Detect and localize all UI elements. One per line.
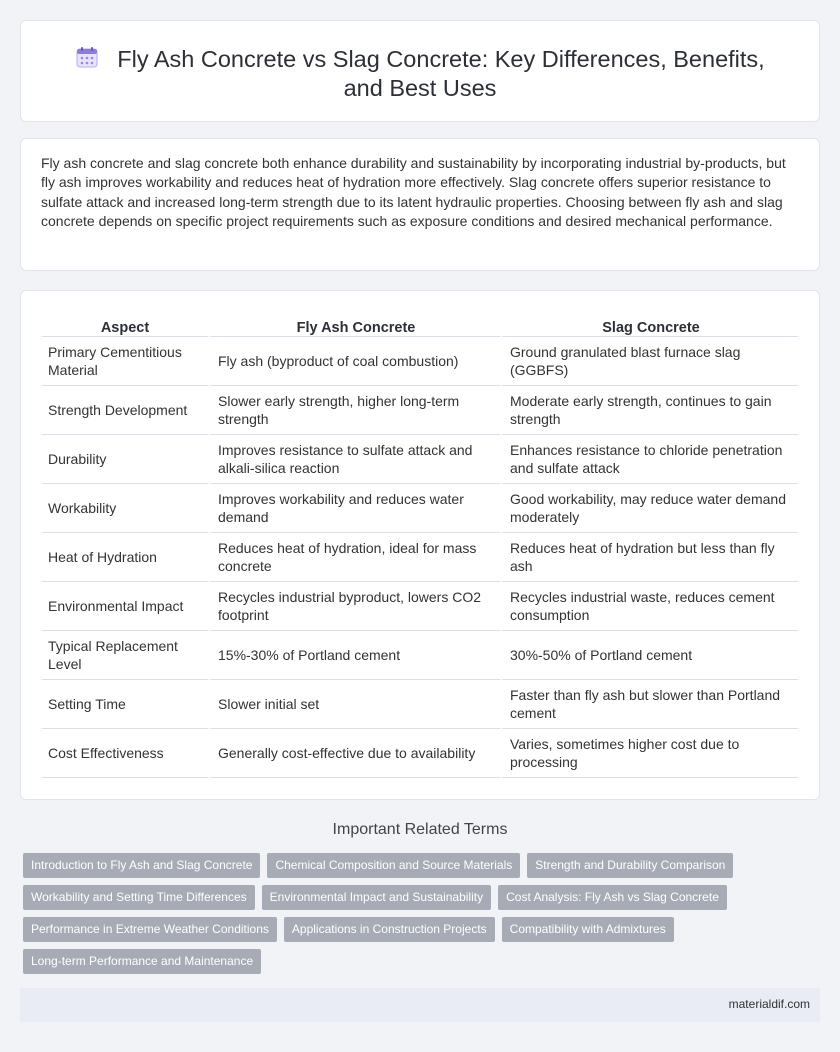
fly-ash-cell: Improves workability and reduces water demand bbox=[208, 484, 500, 533]
related-terms-heading: Important Related Terms bbox=[332, 821, 508, 838]
table-row bbox=[42, 435, 798, 484]
fly-ash-cell: Improves resistance to sulfate attack and alkali-silica reaction bbox=[208, 435, 500, 484]
aspect-cell: Durability bbox=[42, 435, 208, 484]
aspect-cell: Strength Development bbox=[42, 386, 208, 435]
slag-cell: Faster than fly ash but slower than Portland cement bbox=[500, 680, 798, 729]
header-aspect: Aspect bbox=[42, 315, 208, 337]
comparison-table-card bbox=[20, 290, 820, 800]
calendar-icon bbox=[75, 45, 99, 69]
fly-ash-cell: Generally cost-effective due to availability bbox=[208, 729, 500, 778]
table-header-row bbox=[42, 315, 798, 337]
table-row bbox=[42, 680, 798, 729]
table-row bbox=[42, 729, 798, 778]
related-tag[interactable]: Environmental Impact and Sustainability bbox=[262, 885, 491, 910]
fly-ash-cell: 15%-30% of Portland cement bbox=[208, 631, 500, 680]
related-terms-tags bbox=[23, 853, 823, 981]
aspect-cell: Typical Replacement Level bbox=[42, 631, 208, 680]
fly-ash-cell: Recycles industrial byproduct, lowers CO2 footprint bbox=[208, 582, 500, 631]
header-fly-ash: Fly Ash Concrete bbox=[208, 315, 500, 337]
aspect-cell: Environmental Impact bbox=[42, 582, 208, 631]
footer-site-link[interactable]: materialdif.com bbox=[728, 997, 810, 1011]
related-tag[interactable]: Compatibility with Admixtures bbox=[502, 917, 674, 942]
related-tag[interactable]: Workability and Setting Time Differences bbox=[23, 885, 255, 910]
table-row bbox=[42, 631, 798, 680]
related-tag[interactable]: Introduction to Fly Ash and Slag Concrete bbox=[23, 853, 260, 878]
aspect-cell: Heat of Hydration bbox=[42, 533, 208, 582]
slag-cell: Ground granulated blast furnace slag (GGBFS) bbox=[500, 337, 798, 386]
fly-ash-cell: Slower early strength, higher long-term strength bbox=[208, 386, 500, 435]
header-slag: Slag Concrete bbox=[500, 315, 798, 337]
fly-ash-cell: Reduces heat of hydration, ideal for mass concrete bbox=[208, 533, 500, 582]
aspect-cell: Cost Effectiveness bbox=[42, 729, 208, 778]
table-row bbox=[42, 484, 798, 533]
table-row bbox=[42, 386, 798, 435]
aspect-cell: Setting Time bbox=[42, 680, 208, 729]
related-tag[interactable]: Cost Analysis: Fly Ash vs Slag Concrete bbox=[498, 885, 727, 910]
fly-ash-cell: Slower initial set bbox=[208, 680, 500, 729]
slag-cell: Good workability, may reduce water demand moderately bbox=[500, 484, 798, 533]
table-row bbox=[42, 533, 798, 582]
related-tag[interactable]: Long-term Performance and Maintenance bbox=[23, 949, 261, 974]
table-row bbox=[42, 582, 798, 631]
related-tag[interactable]: Performance in Extreme Weather Conditions bbox=[23, 917, 277, 942]
footer bbox=[20, 988, 820, 1022]
slag-cell: Varies, sometimes higher cost due to processing bbox=[500, 729, 798, 778]
slag-cell: Moderate early strength, continues to gain strength bbox=[500, 386, 798, 435]
table-row bbox=[42, 337, 798, 386]
aspect-cell: Primary Cementitious Material bbox=[42, 337, 208, 386]
related-tag[interactable]: Strength and Durability Comparison bbox=[527, 853, 733, 878]
slag-cell: Reduces heat of hydration but less than fly ash bbox=[500, 533, 798, 582]
fly-ash-cell: Fly ash (byproduct of coal combustion) bbox=[208, 337, 500, 386]
header-card bbox=[20, 20, 820, 122]
intro-paragraph: Fly ash concrete and slag concrete both enhance durability and sustainability by incorporating industrial by-products, but fly ash improves workability and reduces heat of hydration more effectively. Slag concrete offers superior resistance to sulfate attack and increased long-term strength due to its latent hydraulic properties. Choosing between fly ash and slag concrete depends on specific project requirements such as exposure conditions and desired mechanical performance. bbox=[41, 155, 786, 230]
related-tag[interactable]: Applications in Construction Projects bbox=[284, 917, 495, 942]
comparison-table bbox=[42, 315, 798, 778]
slag-cell: Recycles industrial waste, reduces cement consumption bbox=[500, 582, 798, 631]
aspect-cell: Workability bbox=[42, 484, 208, 533]
related-tag[interactable]: Chemical Composition and Source Materials bbox=[267, 853, 520, 878]
intro-card bbox=[20, 138, 820, 271]
slag-cell: 30%-50% of Portland cement bbox=[500, 631, 798, 680]
page-title: Fly Ash Concrete vs Slag Concrete: Key Differences, Benefits, and Best Uses bbox=[117, 46, 765, 101]
page-title-container bbox=[21, 45, 819, 103]
slag-cell: Enhances resistance to chloride penetration and sulfate attack bbox=[500, 435, 798, 484]
